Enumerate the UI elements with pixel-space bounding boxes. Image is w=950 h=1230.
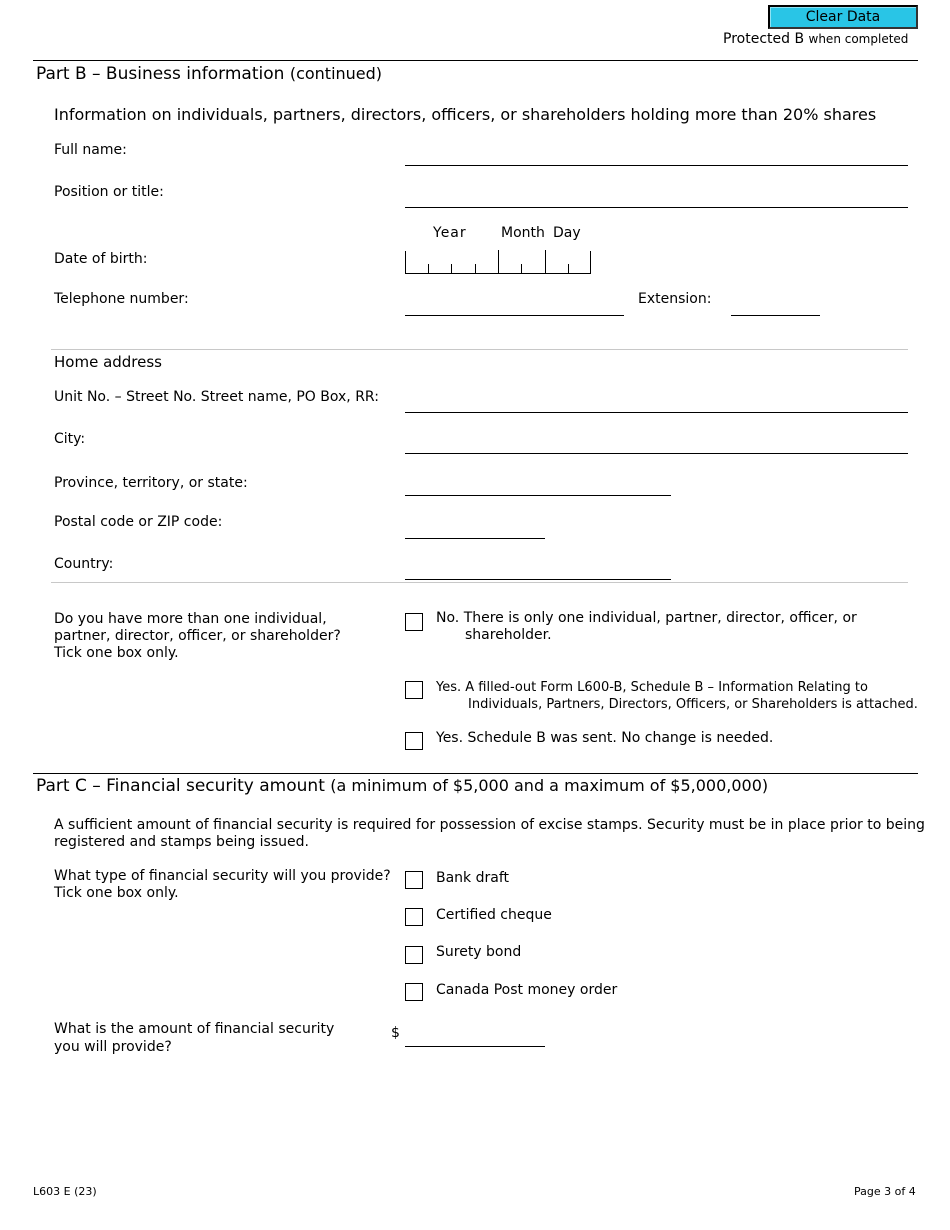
form-id: L603 E (23): [33, 1185, 97, 1198]
question-line-1: Do you have more than one individual,: [54, 611, 327, 627]
question-divider: [51, 582, 908, 583]
security-type-line-1: What type of financial security will you provide?: [54, 868, 391, 884]
security-amount-line-2: you will provide?: [54, 1039, 172, 1055]
security-type-question: [54, 868, 391, 902]
option-yes-attached-line-1: Yes. A filled-out Form L600-B, Schedule B – Information Relating to: [436, 680, 868, 695]
street-label: Unit No. – Street No. Street name, PO Box, RR:: [54, 389, 379, 405]
option-yes-sent-label: Yes. Schedule B was sent. No change is needed.: [436, 730, 774, 746]
telephone-label: Telephone number:: [54, 291, 189, 307]
part-c-intro: [54, 817, 925, 851]
money-order-label: Canada Post money order: [436, 982, 618, 998]
protected-b-label: [723, 31, 908, 47]
surety-bond-checkbox[interactable]: [405, 946, 423, 964]
date-month-header: Month: [501, 225, 545, 241]
postal-label: Postal code or ZIP code:: [54, 514, 223, 530]
extension-field[interactable]: [731, 315, 820, 316]
dob-label: Date of birth:: [54, 251, 148, 267]
date-of-birth-field[interactable]: [405, 251, 591, 274]
home-address-heading: Home address: [54, 353, 162, 371]
question-line-3: Tick one box only.: [54, 645, 179, 661]
part-c-intro-line-1: A sufficient amount of financial security is required for possession of excise stamps. Security must be in place prior to being: [54, 817, 925, 833]
option-yes-attached-checkbox[interactable]: [405, 681, 423, 699]
option-no-line-1: No. There is only one individual, partner, director, officer, or: [436, 610, 857, 626]
date-day-header: Day: [553, 225, 581, 241]
part-c-title: [36, 776, 768, 796]
certified-cheque-label: Certified cheque: [436, 907, 552, 923]
option-yes-attached-label: [436, 679, 918, 713]
option-yes-attached-line-2: Individuals, Partners, Directors, Officers, or Shareholders is attached.: [468, 697, 918, 712]
part-b-title-text: Part B – Business information: [36, 64, 285, 84]
security-amount-line-1: What is the amount of financial security: [54, 1021, 335, 1037]
surety-bond-label: Surety bond: [436, 944, 522, 960]
position-field[interactable]: [405, 207, 908, 208]
bank-draft-checkbox[interactable]: [405, 871, 423, 889]
part-b-title: [36, 64, 382, 84]
security-amount-field[interactable]: [405, 1046, 545, 1047]
bank-draft-label: Bank draft: [436, 870, 510, 886]
province-field[interactable]: [405, 495, 671, 496]
option-yes-sent-checkbox[interactable]: [405, 732, 423, 750]
multiple-individuals-question: [54, 611, 341, 662]
date-year-header: Year: [433, 225, 467, 241]
option-no-checkbox[interactable]: [405, 613, 423, 631]
postal-field[interactable]: [405, 538, 545, 539]
currency-symbol: $: [391, 1025, 400, 1041]
part-c-title-text: Part C – Financial security amount: [36, 776, 325, 796]
option-no-line-2: shareholder.: [465, 627, 552, 643]
full-name-field[interactable]: [405, 165, 908, 166]
question-line-2: partner, director, officer, or shareholder?: [54, 628, 341, 644]
option-no-label: [436, 610, 857, 644]
part-c-intro-line-2: registered and stamps being issued.: [54, 834, 309, 850]
clear-data-button[interactable]: Clear Data: [768, 5, 918, 29]
country-field[interactable]: [405, 579, 671, 580]
part-c-rule: [33, 773, 918, 774]
certified-cheque-checkbox[interactable]: [405, 908, 423, 926]
protected-suffix: when completed: [808, 32, 909, 46]
province-label: Province, territory, or state:: [54, 475, 248, 491]
city-field[interactable]: [405, 453, 908, 454]
city-label: City:: [54, 431, 86, 447]
page-number: Page 3 of 4: [854, 1185, 916, 1198]
country-label: Country:: [54, 556, 114, 572]
part-b-title-suffix: (continued): [289, 64, 383, 83]
telephone-field[interactable]: [405, 315, 624, 316]
full-name-label: Full name:: [54, 142, 127, 158]
money-order-checkbox[interactable]: [405, 983, 423, 1001]
protected-main: Protected B: [723, 31, 805, 47]
extension-label: Extension:: [638, 291, 712, 307]
home-address-divider: [51, 349, 908, 350]
street-field[interactable]: [405, 412, 908, 413]
part-b-intro: Information on individuals, partners, directors, officers, or shareholders holding more than 20% shares: [54, 105, 877, 124]
part-c-title-suffix: (a minimum of $5,000 and a maximum of $5,000,000): [330, 776, 769, 795]
part-b-rule: [33, 60, 918, 61]
security-type-line-2: Tick one box only.: [54, 885, 179, 901]
security-amount-question: [54, 1020, 334, 1056]
position-label: Position or title:: [54, 184, 164, 200]
